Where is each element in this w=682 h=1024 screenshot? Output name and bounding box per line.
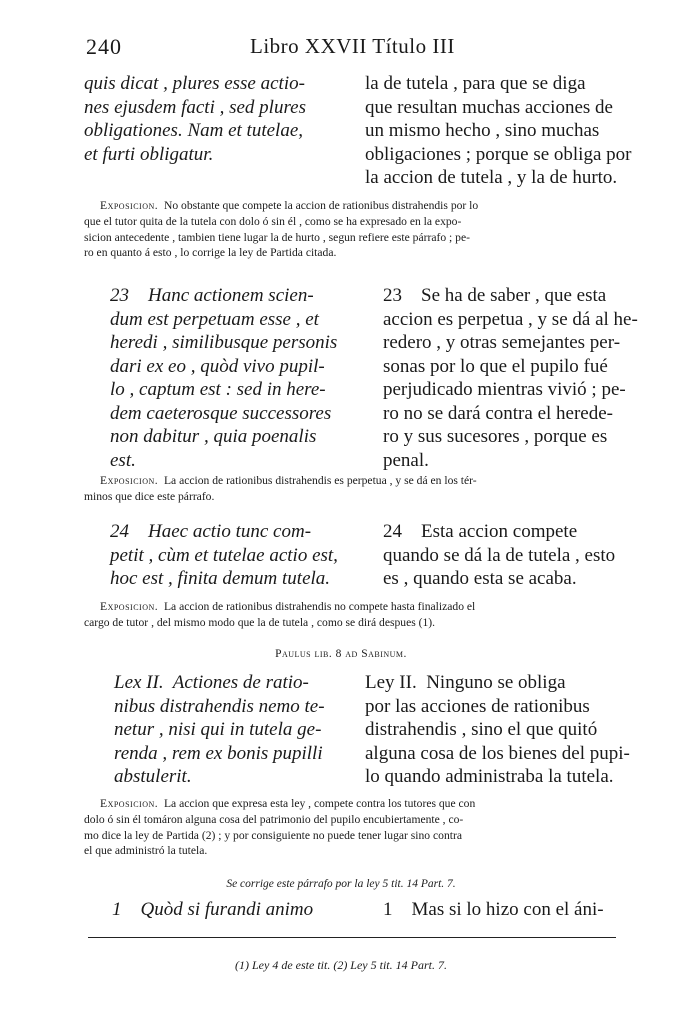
latin-text-intro: quis dicat , plures esse actio- nes ejusdem facti , sed plures obligationes. Nam et tutelae, et furti obligatur.: [84, 73, 306, 165]
exposicion-24-rest: cargo de tutor , del mismo modo que la de tutela , como se dirá despues (1).: [84, 616, 436, 629]
exposicion-text: No obstante que compete la accion de rationibus distrahendis por lo: [158, 199, 479, 212]
latin-text-23: 23 Hanc actionem scien- dum est perpetuam esse , et heredi , similibusque personis dari ex eo , quòd vivo pupil- lo , captum est : sed in here- dem caeterosque successores non dabitur , quia poenalis est.: [110, 285, 338, 471]
latin-text-24: 24 Haec actio tunc com- petit , cùm et tutelae actio est, hoc est , finita demum tutela.: [110, 521, 338, 589]
exposicion-23-rest: minos que dice este párrafo.: [84, 490, 215, 503]
footnotes: (1) Ley 4 de este tit. (2) Ley 5 tit. 14 Part. 7.: [235, 958, 447, 972]
page-number: 240: [86, 34, 122, 59]
exposicion-lex-2-rest: dolo ó sin él tomáron alguna cosa del patrimonio del pupilo encubiertamente , co- mo dice la ley de Partida (2) ; y por consiguiente no puede tener lugar sino contra el que administró la tutela.: [84, 813, 464, 857]
latin-text-1: 1 Quòd si furandi animo: [112, 899, 314, 920]
exposicion-label: Exposicion.: [100, 600, 159, 613]
spanish-text-intro: la de tutela , para que se diga que resultan muchas acciones de un mismo hecho , sino muchas obligaciones ; porque se obliga por la accion de tutela , y la de hurto.: [365, 73, 632, 188]
latin-text-lex-2: Lex II. Actiones de ratio- nibus distrahendis nemo te- netur , nisi qui in tutela ge- renda , rem ex bonis pupilli abstulerit.: [114, 672, 325, 787]
spanish-text-23: 23 Se ha de saber , que esta accion es perpetua , y se dá al he- redero , y otras semejantes per- sonas por lo que el pupilo fué perjudicado mientras vivió ; pe- ro no se dará contra el herede- ro y sus sucesores , porque es penal.: [383, 285, 638, 471]
running-title: Libro XXVII Título III: [250, 34, 455, 58]
exposicion-text: La accion que expresa esta ley , compete contra los tutores que con: [158, 797, 476, 810]
source-note: Paulus lib. 8 ad Sabinum.: [275, 648, 407, 660]
exposicion-24-first: [100, 599, 475, 615]
spanish-text-24: 24 Esta accion compete quando se dá la de tutela , esto es , quando esta se acaba.: [383, 521, 616, 589]
exposicion-lex-2-first: [100, 796, 475, 812]
exposicion-23-first: [100, 473, 477, 489]
footnote-rule: [88, 937, 616, 938]
exposicion-label: Exposicion.: [100, 474, 159, 487]
spanish-text-ley-2: Ley II. Ninguno se obliga por las acciones de rationibus distrahendis , sino el que quitó alguna cosa de los bienes del pupi- lo quando administraba la tutela.: [365, 672, 630, 787]
spanish-text-1: 1 Mas si lo hizo con el áni-: [383, 899, 604, 920]
exposicion-intro-rest: que el tutor quita de la tutela con dolo ó sin él , como se ha expresado en la expo- sicion antecedente , tambien tiene lugar la de hurto , segun refiere este párrafo ; pe- ro en quanto á esto , lo corrige la ley de Partida citada.: [84, 215, 470, 259]
correction-note: Se corrige este párrafo por la ley 5 tit. 14 Part. 7.: [226, 878, 456, 890]
exposicion-text: La accion de rationibus distrahendis es perpetua , y se dá en los tér-: [158, 474, 477, 487]
exposicion-intro-first: [100, 198, 478, 214]
exposicion-label: Exposicion.: [100, 797, 159, 810]
exposicion-text: La accion de rationibus distrahendis no compete hasta finalizado el: [158, 600, 476, 613]
exposicion-label: Exposicion.: [100, 199, 159, 212]
